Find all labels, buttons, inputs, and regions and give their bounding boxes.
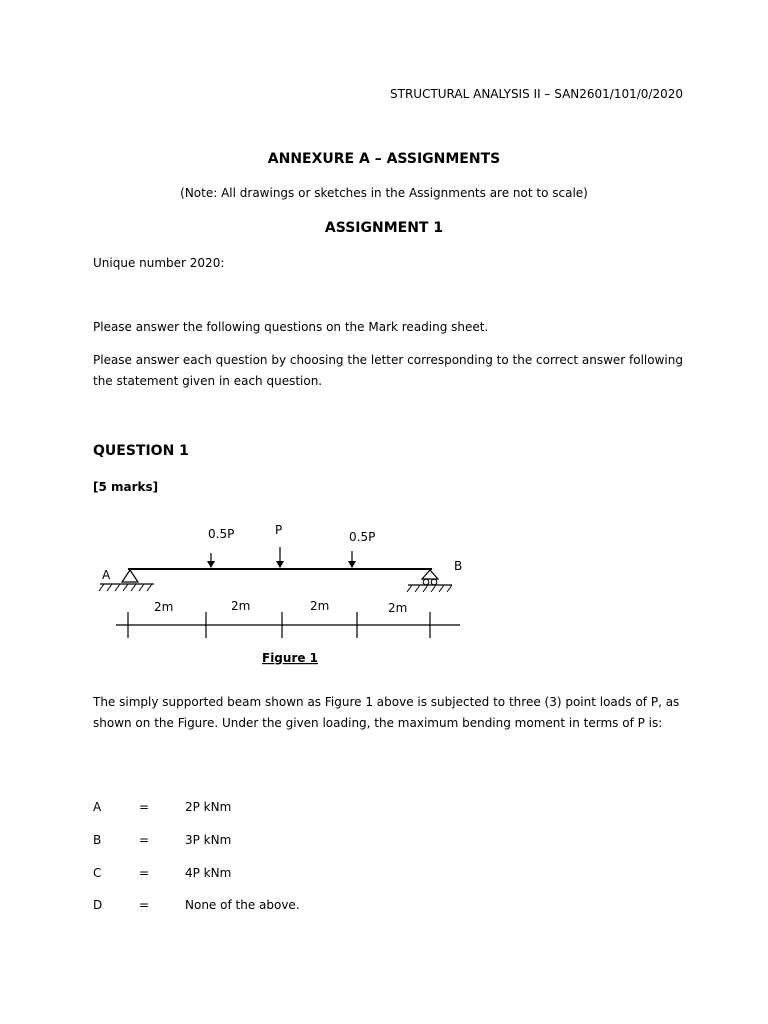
support-label-a: A bbox=[102, 568, 111, 582]
document-header: STRUCTURAL ANALYSIS II – SAN2601/101/0/2020 bbox=[390, 87, 684, 101]
option-letter: C bbox=[93, 866, 102, 880]
option-value: 4P kNm bbox=[185, 866, 232, 880]
support-label-b: B bbox=[454, 559, 463, 573]
option-value: 3P kNm bbox=[185, 833, 232, 847]
load-label-right: 0.5P bbox=[349, 530, 376, 544]
option-value: None of the above. bbox=[185, 898, 300, 912]
span-label: 2m bbox=[154, 600, 174, 614]
figure-caption: Figure 1 bbox=[262, 651, 319, 665]
instruction-choose-letter: Please answer each question by choosing the letter corresponding to the correct answer following the statement given in each question. bbox=[93, 353, 683, 388]
option-letter: A bbox=[93, 800, 102, 814]
option-equals: = bbox=[139, 866, 150, 880]
option-value: 2P kNm bbox=[185, 800, 232, 814]
option-equals: = bbox=[139, 833, 150, 847]
option-letter: B bbox=[93, 833, 102, 847]
load-arrow-left bbox=[207, 553, 215, 568]
option-equals: = bbox=[139, 800, 150, 814]
option-letter: D bbox=[93, 898, 103, 912]
load-label-left: 0.5P bbox=[208, 527, 235, 541]
question-title: QUESTION 1 bbox=[93, 443, 189, 459]
span-label: 2m bbox=[231, 599, 251, 613]
span-label: 2m bbox=[388, 601, 408, 615]
unique-number-label: Unique number 2020: bbox=[93, 256, 225, 270]
load-label-mid: P bbox=[275, 523, 283, 537]
load-arrow-mid bbox=[276, 547, 284, 568]
instruction-mark-sheet: Please answer the following questions on the Mark reading sheet. bbox=[93, 320, 489, 334]
scale-note: (Note: All drawings or sketches in the Assignments are not to scale) bbox=[180, 186, 588, 200]
load-arrow-right bbox=[348, 551, 356, 568]
option-equals: = bbox=[139, 898, 150, 912]
question-marks: [5 marks] bbox=[93, 480, 159, 494]
beam-figure bbox=[90, 515, 470, 675]
roller-support-icon bbox=[407, 570, 452, 592]
assignment-title: ASSIGNMENT 1 bbox=[324, 220, 444, 236]
annexure-title: ANNEXURE A – ASSIGNMENTS bbox=[267, 151, 501, 167]
span-label: 2m bbox=[310, 599, 330, 613]
question-statement: The simply supported beam shown as Figure 1 above is subjected to three (3) point loads of P, as shown on the Figure. Under the given loading, the maximum bending moment in terms of P is: bbox=[93, 695, 680, 730]
